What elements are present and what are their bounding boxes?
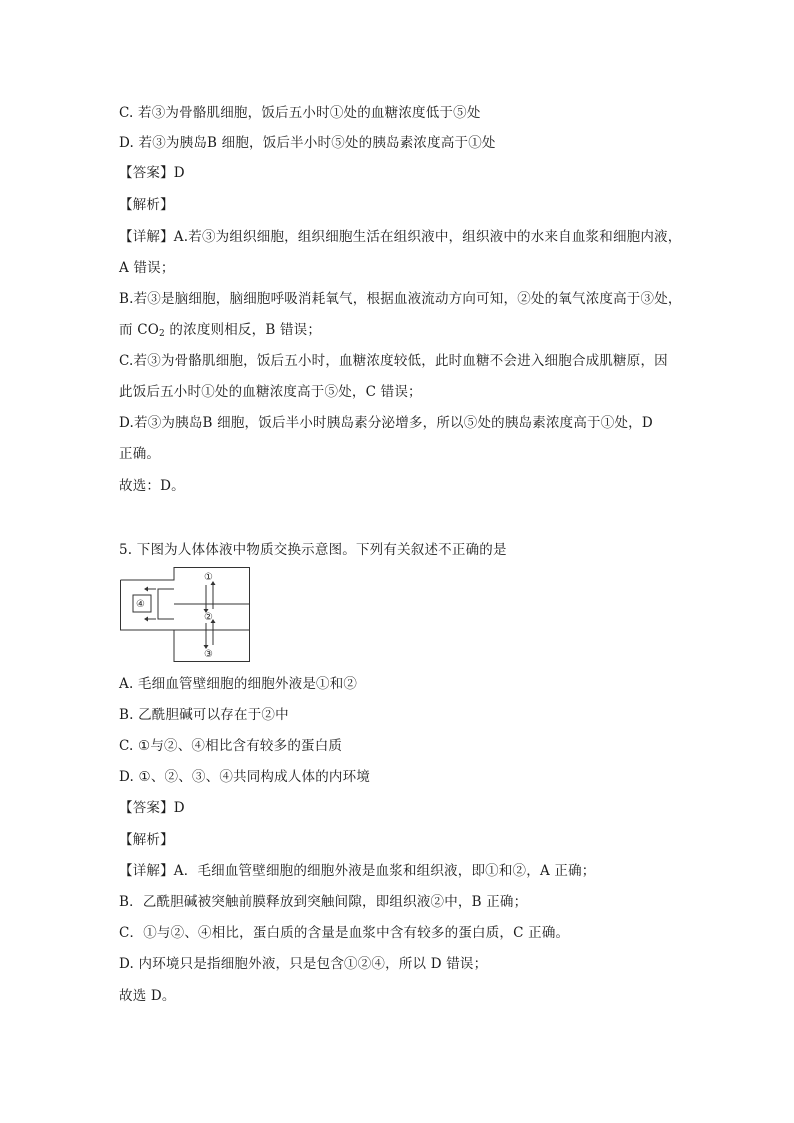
q4-detail-d-line2: 正确。 [119,446,161,462]
q5-conclusion: 故选 D。 [119,988,176,1004]
lymph-flow-path [158,589,174,619]
co2-rest-text: 的浓度则相反，B 错误； [164,322,322,338]
q5-detail-c: C．①与②、④相比，蛋白质的含量是血浆中含有较多的蛋白质，C 正确。 [119,925,570,941]
q4-option-c: C. 若③为骨骼肌细胞，饭后五小时①处的血糖浓度低于⑤处 [119,105,481,121]
q5-option-b: B. 乙酰胆碱可以存在于②中 [119,707,289,723]
q5-option-c: C. ①与②、④相比含有较多的蛋白质 [119,738,343,754]
q5-stem: 5. 下图为人体体液中物质交换示意图。下列有关叙述不正确的是 [119,542,507,558]
q4-answer: 【答案】D [119,165,185,181]
co2-text: 而 CO [119,322,159,338]
q5-detail-b: B．乙酰胆碱被突触前膜释放到突触间隙，即组织液②中，B 正确； [119,894,528,910]
co2-subscript: 2 [159,329,165,339]
arrowhead-left-bottom [144,617,148,622]
q5-answer: 【答案】D [119,800,185,816]
body-fluid-exchange-diagram [120,567,250,662]
diagram-outline [121,568,250,662]
q5-option-a: A. 毛细血管壁细胞的细胞外液是①和② [119,676,358,692]
label-lymph: ④ [136,599,145,610]
q5-detail-d: D. 内环境只是指细胞外液，只是包含①②④，所以 D 错误； [119,956,488,972]
arrowhead-left-top [144,587,148,592]
q4-detail-a-line2: A 错误； [119,260,175,276]
q4-detail-d-line1: D.若③为胰岛B 细胞，饭后半小时胰岛素分泌增多，所以⑤处的胰岛素浓度高于①处，D [119,415,653,431]
q4-detail-b-line1: B.若③是脑细胞，脑细胞呼吸消耗氧气，根据血液流动方向可知，②处的氧气浓度高于③处， [119,291,682,307]
label-intracellular-fluid: ③ [204,649,213,660]
label-tissue-fluid: ② [204,612,213,623]
q4-analysis-heading: 【解析】 [119,197,174,213]
q4-detail-b-line2 [119,320,321,340]
q5-option-d: D. ①、②、③、④共同构成人体的内环境 [119,769,371,785]
q5-detail-a: 【详解】A．毛细血管壁细胞的细胞外液是血浆和组织液，即①和②，A 正确； [119,863,596,879]
q5-analysis-heading: 【解析】 [119,832,174,848]
q4-conclusion: 故选：D。 [119,478,185,494]
q4-detail-c-line2: 此饭后五小时①处的血糖浓度高于⑤处，C 错误； [119,384,422,400]
q4-detail-a-line1: 【详解】A.若③为组织细胞，组织细胞生活在组织液中，组织液中的水来自血浆和细胞内液， [119,229,682,245]
q4-option-d: D. 若③为胰岛B 细胞，饭后半小时⑤处的胰岛素浓度高于①处 [119,135,496,151]
q4-detail-c-line1: C.若③为骨骼肌细胞，饭后五小时，血糖浓度较低，此时血糖不会进入细胞合成肌糖原，因 [119,353,668,369]
label-plasma: ① [204,572,213,583]
